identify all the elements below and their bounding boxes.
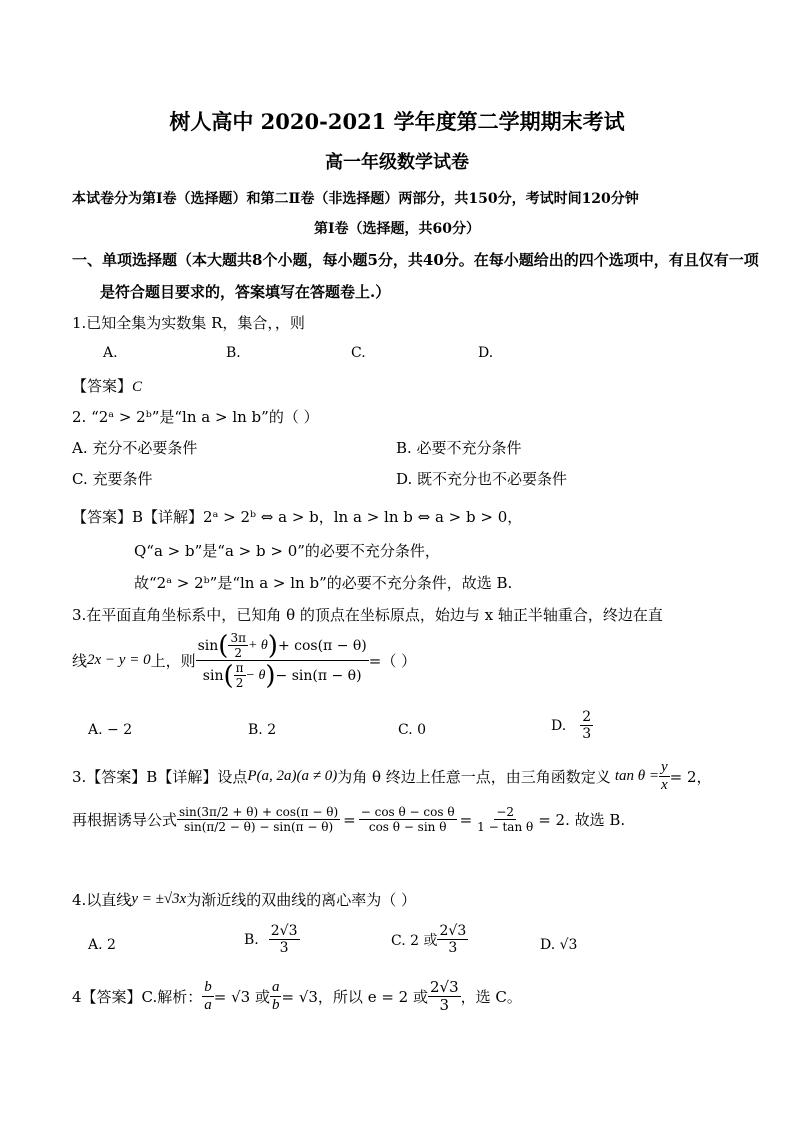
q3-formula-fraction-3: $\frac{-2}{\text{1 − tan θ}}$	[477, 805, 534, 834]
q2-option-d: D. 既不充分也不必要条件	[396, 470, 568, 488]
q3-answer-tan: tan θ =	[614, 768, 659, 784]
q3-option-d-label: D.	[551, 717, 567, 734]
q4-option-a: A. 2	[88, 937, 116, 953]
q3-answer-text: 为角 θ 终边上任意一点，由三角函数定义	[337, 768, 611, 786]
q3-den-sin: sin	[202, 667, 224, 684]
q3-answer	[72, 760, 712, 793]
q3-main-denominator: sin ( $\frac{\pi}{2}$ − θ ) − sin(π − θ)	[202, 660, 362, 691]
q4-answer-part-c: = √3，所以 e = 2 或	[281, 988, 428, 1006]
q4-stem-prefix: 4.以直线	[72, 891, 132, 909]
q2-stem: 2. “2ᵃ > 2ᵇ”是“ln a > ln b”的（ ）	[72, 408, 319, 426]
q3-line-equation: 2x − y = 0	[87, 652, 151, 668]
q3-formula-prefix: 再根据诱导公式	[72, 811, 178, 829]
q1-stem: 1.已知全集为实数集 R，集合，，则	[72, 314, 305, 332]
q1-answer	[72, 375, 142, 396]
q4-answer-fraction-2: $\frac{a}{b}$	[271, 979, 280, 1013]
q1-answer-label: 【答案】	[72, 377, 133, 395]
q3-equals-blank: =（ ）	[368, 652, 417, 670]
q2-option-a: A. 充分不必要条件	[72, 439, 198, 457]
q1-option-a: A.	[103, 345, 118, 361]
part1-title: 第Ⅰ卷（选择题，共60分）	[313, 221, 481, 237]
q4-stem-suffix: 为渐近线的双曲线的离心率为（ ）	[186, 891, 416, 909]
q3-answer-label: 3.【答案】B【详解】设点	[72, 768, 248, 786]
q3-formula-fraction-1: $\frac{\sin(3\pi/2 + \theta) + \cos(\pi - \theta)}{\sin(\pi/2 - \theta) - \sin(\pi - \theta)}$	[179, 805, 339, 834]
q4-option-d: D. √3	[540, 937, 578, 953]
q4-answer	[72, 980, 522, 1013]
q3-answer-tan-value: = 2，	[669, 768, 712, 786]
q2-option-c: C. 充要条件	[72, 470, 153, 488]
q3-den-sin-pi: − sin(π − θ)	[275, 667, 362, 684]
q3-stem: 3.在平面直角坐标系中，已知角 θ 的顶点在坐标原点，始边与 x 轴正半轴重合，终边在直	[72, 606, 663, 624]
q3-den-theta: − θ	[245, 667, 266, 683]
q3-num-inner-fraction: $\frac{3\pi}{2}$	[230, 631, 246, 660]
q4-stem-equation: y = ±√3x	[131, 891, 187, 907]
q3-main-fraction	[196, 632, 369, 689]
q4-option-b-fraction: $\frac{2√3}{3}$	[270, 923, 298, 956]
exam-subtitle: 高一年级数学试卷	[325, 152, 469, 173]
q4-option-c-fraction: $\frac{2√3}{3}$	[439, 923, 467, 956]
q3-expression	[72, 632, 416, 689]
q4-option-b	[244, 924, 300, 955]
q4-answer-label: 4【答案】C.解析：	[72, 988, 203, 1006]
q2-option-b: B. 必要不充分条件	[396, 439, 522, 457]
q3-den-inner-fraction: $\frac{\pi}{2}$	[235, 661, 244, 690]
q3-option-c: C. 0	[398, 722, 427, 738]
q3-answer-tan-fraction: $\frac{y}{x}$	[660, 759, 668, 793]
q4-answer-fraction-3: $\frac{2√3}{3}$	[429, 978, 459, 1014]
q1-option-d: D.	[478, 345, 494, 361]
q4-answer-fraction-1: $\frac{b}{a}$	[204, 979, 212, 1013]
q3-option-d-fraction: $\frac{2}{3}$	[582, 709, 592, 742]
q3-option-d	[551, 710, 593, 741]
exam-title: 树人高中 2020-2021 学年度第二学期期末考试	[169, 109, 625, 134]
q1-option-b: B.	[226, 345, 241, 361]
q3-main-numerator: sin ( $\frac{3\pi}{2}$ + θ ) + cos(π − θ)	[197, 630, 367, 661]
q3-num-sin: sin	[197, 637, 219, 654]
section-heading-line1: 一、单项选择题（本大题共8个小题，每小题5分，共40分。在每小题给出的四个选项中，有且仅有一项	[72, 251, 759, 269]
q2-answer: 【答案】B【详解】2ᵃ > 2ᵇ ⇔ a > b，ln a > ln b ⇔ a > b > 0，	[72, 508, 523, 526]
q4-answer-part-d: ，选 C。	[460, 988, 522, 1006]
q4-stem	[72, 889, 416, 910]
q4-option-c	[391, 924, 468, 955]
q4-option-b-label: B.	[244, 931, 259, 948]
q3-formula-end: = 2. 故选 B.	[538, 811, 626, 829]
q3-formula: 再根据诱导公式 $\frac{\sin(3\pi/2 + \theta) + \cos(\pi - \theta)}{\sin(\pi/2 - \theta) - \sin(\pi - \theta)}$ = $\frac{\text{− cos θ − cos θ}}{\text{cos θ − sin θ}}$ = $\frac{-2}{\text{1 − tan θ}}$ = 2. 故选 B.	[72, 805, 626, 834]
q2-explanation-2: 故“2ᵃ > 2ᵇ”是“ln a > ln b”的必要不充分条件，故选 B.	[134, 574, 513, 592]
q3-option-b: B. 2	[248, 722, 277, 738]
q3-answer-point: P(a, 2a)(a ≠ 0)	[247, 768, 338, 784]
q1-answer-value: C	[132, 379, 143, 395]
q3-line-mid: 上，则	[150, 652, 196, 670]
q3-num-theta: + θ	[247, 637, 268, 653]
q3-num-cos: + cos(π − θ)	[277, 637, 367, 654]
q2-explanation-1: Q“a > b”是“a > b > 0”的必要不充分条件，	[134, 542, 440, 560]
q4-answer-part-b: = √3 或	[213, 988, 270, 1006]
q3-line-prefix: 线	[72, 652, 88, 670]
q3-option-a: A. − 2	[88, 722, 133, 738]
q1-option-c: C.	[351, 345, 366, 361]
section-heading-line2: 是符合题目要求的，答案填写在答题卷上.）	[100, 283, 391, 301]
q3-formula-fraction-2: $\frac{\text{− cos θ − cos θ}}{\text{cos θ − sin θ}}$	[360, 805, 455, 834]
exam-intro: 本试卷分为第Ⅰ卷（选择题）和第二Ⅱ卷（非选择题）两部分，共150分，考试时间120分钟	[72, 191, 639, 207]
q4-option-c-label: C. 2 或	[391, 932, 438, 949]
